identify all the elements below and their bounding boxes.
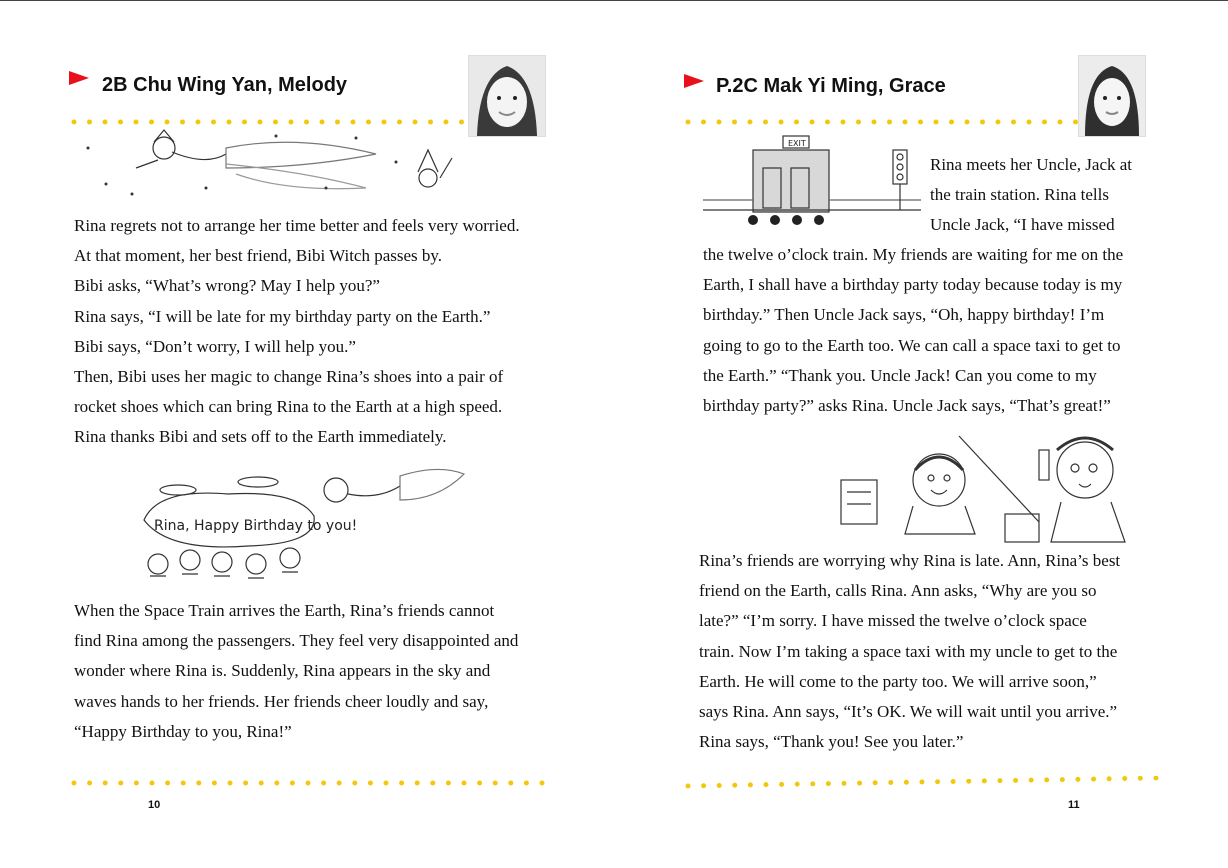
text-line: the twelve o’clock train. My friends are waiting for me on the xyxy=(703,245,1124,264)
page-number: 10 xyxy=(148,799,161,811)
page-number: 11 xyxy=(1068,799,1080,811)
author-name: 2B Chu Wing Yan, Melody xyxy=(102,74,348,96)
text-line: Rina meets her Uncle, Jack at xyxy=(930,155,1133,174)
text-line: train. Now I’m taking a space taxi with my uncle to get to the xyxy=(699,641,1118,661)
text-line: going to go to the Earth too. We can call a space taxi to get to xyxy=(703,335,1121,355)
text-line: Earth. He will come to the party too. We will arrive soon,” xyxy=(699,671,1097,691)
text-line: says Rina. Ann says, “It’s OK. We will wait until you arrive.” xyxy=(699,702,1118,722)
text-line: Rina regrets not to arrange her time better and feels very worried. xyxy=(74,216,520,235)
text-line: Bibi says, “Don’t worry, I will help you.” xyxy=(74,336,356,356)
author-name: P.2C Mak Yi Ming, Grace xyxy=(716,75,946,97)
text-line: Earth, I shall have a birthday party today because today is my xyxy=(703,275,1123,295)
text-line: late?” “I’m sorry. I have missed the twelve o’clock space xyxy=(699,611,1087,631)
text-line: find Rina among the passengers. They feel very disappointed and xyxy=(74,631,519,651)
text-line: Uncle Jack, “I have missed xyxy=(930,215,1115,235)
text-line: birthday party?” asks Rina. Uncle Jack says, “That’s great!” xyxy=(703,396,1111,416)
birthday-sketch xyxy=(138,460,468,590)
text-line: When the Space Train arrives the Earth, Rina’s friends cannot xyxy=(74,601,495,620)
dotted-divider xyxy=(70,779,548,787)
author-photo xyxy=(468,55,546,137)
text-line: rocket shoes which can bring Rina to the Earth at a high speed. xyxy=(74,397,503,417)
flag-icon xyxy=(684,74,704,88)
story-paragraph-2 xyxy=(699,546,1137,757)
witch-sketch xyxy=(76,128,460,204)
story-paragraph-1 xyxy=(703,240,1143,421)
station-sketch xyxy=(703,134,921,230)
text-line: wonder where Rina is. Suddenly, Rina appears in the sky and xyxy=(74,661,491,681)
story-paragraph-2 xyxy=(74,596,542,747)
right-page xyxy=(614,0,1228,868)
text-line: At that moment, her best friend, Bibi Witch passes by. xyxy=(74,246,443,266)
text-line: friend on the Earth, calls Rina. Ann asks, “Why are you so xyxy=(699,581,1097,601)
text-line: the Earth.” “Thank you. Uncle Jack! Can you come to my xyxy=(703,365,1097,385)
text-line: Bibi asks, “What’s wrong? May I help you?” xyxy=(74,276,380,296)
phone-call-sketch xyxy=(835,430,1140,546)
text-line: birthday.” Then Uncle Jack says, “Oh, happy birthday! I’m xyxy=(703,305,1105,325)
text-line: the train station. Rina tells xyxy=(930,185,1109,205)
dotted-divider xyxy=(70,118,470,126)
dotted-divider xyxy=(684,118,1080,126)
story-paragraph-1-wrap xyxy=(930,150,1140,241)
text-line: “Happy Birthday to you, Rina!” xyxy=(74,721,292,741)
text-line: Then, Bibi uses her magic to change Rina’s shoes into a pair of xyxy=(74,367,504,387)
text-line: Rina says, “I will be late for my birthday party on the Earth.” xyxy=(74,306,491,326)
text-line: Rina’s friends are worrying why Rina is late. Ann, Rina’s best xyxy=(699,551,1121,570)
text-line: waves hands to her friends. Her friends cheer loudly and say, xyxy=(74,691,489,711)
text-line: Rina thanks Bibi and sets off to the Earth immediately. xyxy=(74,427,447,447)
station-sign: EXIT xyxy=(788,139,806,148)
dotted-divider xyxy=(684,776,1160,784)
banner-text: Rina, Happy Birthday to you! xyxy=(154,518,358,534)
story-paragraph-1 xyxy=(74,211,542,453)
author-photo xyxy=(1078,55,1146,137)
flag-icon xyxy=(69,71,89,85)
text-line: Rina says, “Thank you! See you later.” xyxy=(699,732,964,752)
